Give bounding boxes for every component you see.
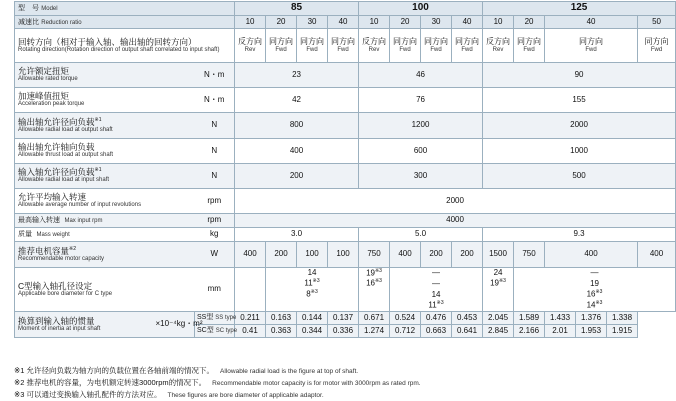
dir-fwd: 同方向 Fwd (452, 29, 483, 63)
ratio-cell: 20 (266, 16, 297, 29)
model-85: 85 (235, 2, 359, 16)
ratio-cell: 20 (390, 16, 421, 29)
ratio-cell: 40 (452, 16, 483, 29)
unit-mm: mm (195, 268, 235, 312)
radial-input-row (15, 164, 676, 189)
radial-output-100: 1200 (359, 113, 483, 139)
inertia-sc-cell: 1.915 (607, 325, 638, 338)
sc-type-label: SC型 SC type (195, 325, 235, 338)
bore-label: C型输入轴孔径设定 Applicable bore diameter for C type (15, 268, 195, 312)
ratio-cell: 10 (235, 16, 266, 29)
mass-125: 9.3 (483, 228, 676, 242)
peak-torque-100: 76 (359, 88, 483, 113)
ratio-row (15, 16, 676, 29)
motor-row (15, 242, 676, 268)
bore-125-d: 16$^{※3}$ (514, 290, 676, 301)
dir-fwd: 同方向 Fwd (545, 29, 638, 63)
model-100: 100 (359, 2, 483, 16)
radial-output-85: 800 (235, 113, 359, 139)
unit-kg: kg (195, 228, 235, 242)
thrust-output-85: 400 (235, 139, 359, 164)
peak-torque-row (15, 88, 676, 113)
bore-85-a: 14 (266, 268, 359, 279)
thrust-output-row (15, 139, 676, 164)
radial-output-125: 2000 (483, 113, 676, 139)
mass-85: 3.0 (235, 228, 359, 242)
mass-100: 5.0 (359, 228, 483, 242)
radial-input-85: 200 (235, 164, 359, 189)
thrust-output-125: 1000 (483, 139, 676, 164)
ratio-cell: 30 (297, 16, 328, 29)
motor-cell: 100 (328, 242, 359, 268)
bore-125-c: 19 (514, 279, 676, 290)
inertia-ss-cell: 0.671 (359, 312, 390, 325)
bore-row (15, 268, 676, 279)
ratio-cell: 10 (483, 16, 514, 29)
radial-input-100: 300 (359, 164, 483, 189)
model-row (15, 2, 676, 16)
radial-output-row (15, 113, 676, 139)
thrust-output-label: 输出轴允许轴向负载 Allowable thrust load at output shaft (15, 139, 195, 164)
bore-125-e: 14$^{※3}$ (514, 301, 676, 312)
unit-inertia: ×10⁻⁴kg・m² (154, 312, 195, 338)
bore-100-dash: — (390, 268, 483, 279)
radial-input-label: 输入轴允许径向负载$^{※1}$ Allowable radial load at input shaft (15, 164, 195, 189)
inertia-ss-cell: 0.163 (266, 312, 297, 325)
inertia-ss-cell: 0.453 (452, 312, 483, 325)
avg-speed-row (15, 189, 676, 214)
dir-fwd: 同方向 Fwd (421, 29, 452, 63)
thrust-output-100: 600 (359, 139, 483, 164)
bore-100-d: 11$^{※3}$ (390, 301, 483, 312)
ratio-cell: 40 (545, 16, 638, 29)
dir-rev: 反方向 Rev (235, 29, 266, 63)
bore-100-c: 14 (390, 290, 483, 301)
rotation-row (15, 29, 676, 63)
unit-n: N (195, 113, 235, 139)
rated-torque-100: 46 (359, 63, 483, 88)
inertia-sc-cell: 0.344 (297, 325, 328, 338)
inertia-sc-cell: 0.712 (390, 325, 421, 338)
inertia-ss-cell: 0.524 (390, 312, 421, 325)
ratio-cell: 40 (328, 16, 359, 29)
radial-input-125: 500 (483, 164, 676, 189)
inertia-ss-cell: 0.144 (297, 312, 328, 325)
inertia-sc-cell: 1.953 (576, 325, 607, 338)
bore-100-dash: — (390, 279, 483, 290)
inertia-sc-cell: 1.274 (359, 325, 390, 338)
unit-w: W (195, 242, 235, 268)
dir-rev: 反方向 Rev (483, 29, 514, 63)
inertia-ss-row (15, 312, 676, 325)
peak-torque-label: 加速峰值扭矩 Acceleration peak torque (15, 88, 195, 113)
inertia-ss-cell: 1.376 (576, 312, 607, 325)
inertia-ss-cell: 1.589 (514, 312, 545, 325)
ratio-cell: 20 (514, 16, 545, 29)
motor-cell: 750 (359, 242, 390, 268)
unit-nm: N・m (195, 63, 235, 88)
max-speed-label: 最高输入转速 Max input rpm (15, 214, 195, 228)
unit-rpm: rpm (195, 214, 235, 228)
motor-cell: 200 (452, 242, 483, 268)
inertia-label: 换算到输入轴的惯量 Moment of inertia at input shaft (15, 312, 154, 338)
footnote-2: ※2 推荐电机的容量，为电机额定转速3000rpm的情况下。 Recommendable motor capacity is for motor with 3000rpm as rated rpm. (14, 378, 421, 387)
max-speed-row (15, 214, 676, 228)
footnote-3: ※3 可以通过变换输入轴孔配件的方法对应。 These figures are bore diameter of applicable adaptor. (14, 390, 324, 399)
motor-cell: 1500 (483, 242, 514, 268)
inertia-ss-cell: 1.433 (545, 312, 576, 325)
motor-cell: 400 (638, 242, 676, 268)
inertia-sc-cell: 0.41 (235, 325, 266, 338)
inertia-ss-cell: 0.476 (421, 312, 452, 325)
ratio-cell: 30 (421, 16, 452, 29)
rated-torque-row (15, 63, 676, 88)
rated-torque-label: 允许额定扭矩 Allowable rated torque (15, 63, 195, 88)
inertia-sc-cell: 2.845 (483, 325, 514, 338)
motor-cell: 400 (390, 242, 421, 268)
bore-125-a: 24 (483, 268, 514, 279)
avg-speed-value: 2000 (235, 189, 676, 214)
ratio-cell: 50 (638, 16, 676, 29)
bore-100-b: 16$^{※3}$ (359, 279, 390, 290)
unit-n: N (195, 139, 235, 164)
ratio-cell: 10 (359, 16, 390, 29)
dir-fwd: 同方向 Fwd (638, 29, 676, 63)
inertia-ss-cell: 1.338 (607, 312, 638, 325)
max-speed-value: 4000 (235, 214, 676, 228)
ratio-label: 减速比 Reduction ratio (15, 16, 235, 29)
rated-torque-125: 90 (483, 63, 676, 88)
unit-rpm: rpm (195, 189, 235, 214)
motor-cell: 200 (421, 242, 452, 268)
model-125: 125 (483, 2, 676, 16)
radial-output-label: 输出轴允许径向负载$^{※1}$ Allowable radial load at output shaft (15, 113, 195, 139)
spec-table (14, 1, 676, 338)
dir-rev: 反方向 Rev (359, 29, 390, 63)
ss-type-label: SS型 SS type (195, 312, 235, 325)
motor-label: 推荐电机容量$^{※2}$ Recommendable motor capacity (15, 242, 195, 268)
avg-speed-label: 允许平均输入转速 Allowable average number of input revolutions (15, 189, 195, 214)
motor-cell: 200 (266, 242, 297, 268)
bore-100-a: 19$^{※3}$ (359, 268, 390, 279)
inertia-ss-cell: 0.137 (328, 312, 359, 325)
rotation-label: 回转方向（相对于输入轴、输出轴的回转方向） Rotating direction(Rotation direction of output shaft correlated to input shaft) (15, 29, 235, 63)
footnote-1: ※1 允许径向负载为轴方向的负载位置在各轴前端的情况下。 Allowable radial load is the figure at top of shaft. (14, 366, 359, 375)
motor-cell: 400 (545, 242, 638, 268)
inertia-ss-cell: 0.211 (235, 312, 266, 325)
bore-125-dash: — (514, 268, 676, 279)
unit-n: N (195, 164, 235, 189)
mass-row (15, 228, 676, 242)
motor-cell: 400 (235, 242, 266, 268)
peak-torque-85: 42 (235, 88, 359, 113)
bore-85-c: 8$^{※3}$ (266, 290, 359, 301)
inertia-ss-cell: 2.045 (483, 312, 514, 325)
mass-label: 质量 Mass weight (15, 228, 195, 242)
bore-125-b: 19$^{※3}$ (483, 279, 514, 290)
dir-fwd: 同方向 Fwd (390, 29, 421, 63)
peak-torque-125: 155 (483, 88, 676, 113)
inertia-sc-cell: 2.166 (514, 325, 545, 338)
bore-85-b: 11$^{※3}$ (266, 279, 359, 290)
inertia-sc-cell: 0.336 (328, 325, 359, 338)
inertia-sc-cell: 2.01 (545, 325, 576, 338)
dir-fwd: 同方向 Fwd (328, 29, 359, 63)
dir-fwd: 同方向 Fwd (297, 29, 328, 63)
model-label: 型 号 Model (15, 2, 235, 16)
motor-cell: 750 (514, 242, 545, 268)
motor-cell: 100 (297, 242, 328, 268)
dir-fwd: 同方向 Fwd (514, 29, 545, 63)
inertia-sc-cell: 0.663 (421, 325, 452, 338)
inertia-sc-cell: 0.363 (266, 325, 297, 338)
rated-torque-85: 23 (235, 63, 359, 88)
inertia-sc-cell: 0.641 (452, 325, 483, 338)
unit-nm: N・m (195, 88, 235, 113)
dir-fwd: 同方向 Fwd (266, 29, 297, 63)
